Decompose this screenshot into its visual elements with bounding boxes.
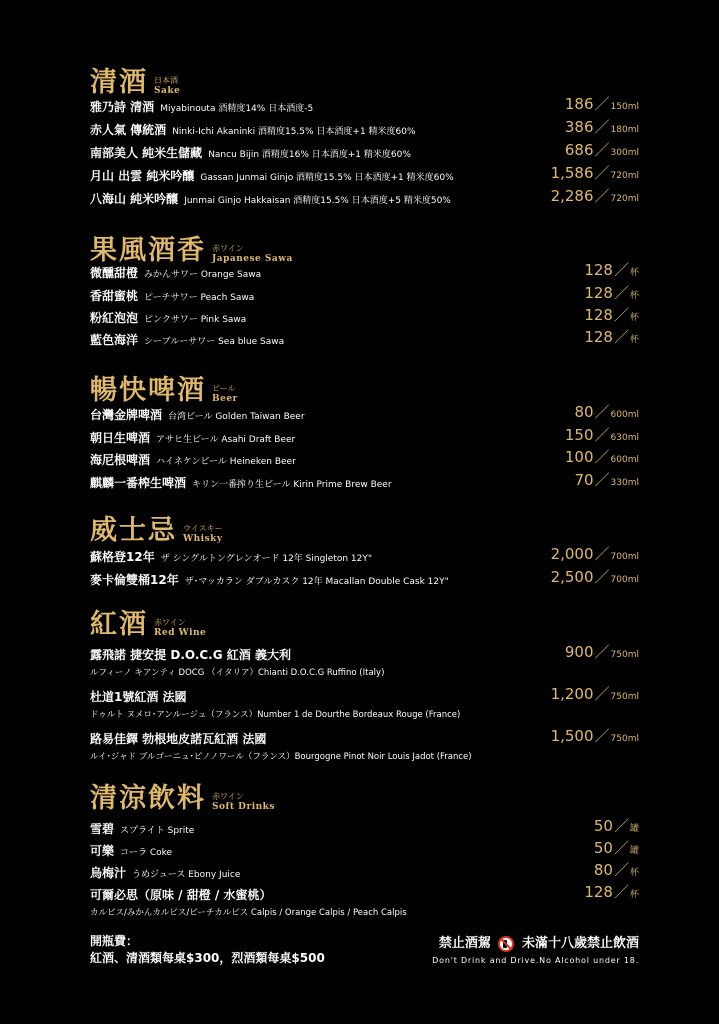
price-separator: ／ [594, 568, 610, 586]
section-header [90, 368, 238, 407]
price-amount: 186 [564, 95, 594, 113]
menu-item [90, 96, 639, 118]
section-subtitle [212, 384, 238, 405]
price-separator: ／ [613, 261, 629, 279]
item-description: シーブルーサワー Sea blue Sawa [144, 337, 285, 347]
price-separator: ／ [613, 883, 629, 901]
section-subtitle [183, 524, 223, 545]
section-english-label: Soft Drinks [212, 802, 275, 812]
item-price [565, 93, 639, 114]
section-english-label: Red Wine [154, 628, 207, 638]
item-description: コーラ Coke [120, 848, 173, 858]
section-subtitle [154, 618, 206, 639]
price-amount: 128 [584, 883, 613, 901]
item-price [565, 446, 639, 467]
section-japanese-label: ビール [212, 384, 236, 393]
price-amount: 80 [593, 861, 613, 879]
item-name: 海尼根啤酒 [90, 453, 151, 467]
menu-item [90, 329, 639, 351]
item-price [594, 815, 639, 836]
price-separator: ／ [594, 685, 610, 703]
menu-item [90, 569, 639, 591]
corkage-text: 紅酒、清酒類每桌$300，烈酒類每桌$500 [90, 951, 325, 965]
item-subline: ルフィーノ キアンティ DOCG （イタリア）Chianti D.O.C.G Ruffino (Italy) [90, 668, 385, 678]
item-description: Junmai Ginjo Hakkaisan 酒精度15.5% 日本酒度+5 精米度50% [184, 196, 451, 206]
no-drunk-driving-text: 禁止酒駕 [438, 936, 491, 951]
price-unit: 300ml [610, 148, 639, 158]
item-price [584, 259, 639, 280]
warning-english: Don't Drink and Drive.No Alcohol under 18. [432, 955, 639, 965]
price-unit: 罐 [629, 846, 639, 856]
section-subtitle [154, 76, 180, 97]
item-price [584, 326, 639, 347]
price-separator: ／ [594, 164, 610, 182]
price-unit: 700ml [610, 552, 639, 562]
item-name: 雪碧 [90, 822, 115, 836]
price-amount: 128 [584, 261, 613, 279]
price-unit: 杯 [629, 335, 639, 345]
price-amount: 80 [574, 403, 594, 421]
price-separator: ／ [594, 545, 610, 563]
menu-item [90, 188, 639, 210]
price-unit: 杯 [629, 268, 639, 278]
item-price [565, 424, 639, 445]
item-description: みかんサワー Orange Sawa [144, 270, 262, 280]
menu-item [90, 404, 639, 426]
menu-item [90, 165, 639, 187]
price-separator: ／ [613, 284, 629, 302]
item-name: 月山 出雲 純米吟釀 [90, 169, 195, 183]
price-amount: 100 [564, 448, 594, 466]
price-amount: 1,500 [550, 727, 594, 745]
item-name: 朝日生啤酒 [90, 431, 151, 445]
section-header [90, 60, 180, 99]
item-name: 台灣金牌啤酒 [90, 408, 163, 422]
menu-item [90, 818, 639, 840]
menu-item [90, 449, 639, 471]
price-amount: 2,286 [550, 187, 594, 205]
no-alcohol-under-18-text: 未滿十八歲禁止飲酒 [521, 936, 639, 951]
item-price [574, 401, 639, 422]
price-unit: 750ml [610, 734, 639, 744]
item-description: ピンクサワー Pink Sawa [144, 315, 247, 325]
price-separator: ／ [594, 448, 610, 466]
menu-item [90, 142, 639, 164]
price-unit: 700ml [610, 575, 639, 585]
drinking-warning [432, 932, 639, 965]
item-price [565, 139, 639, 160]
item-price [565, 116, 639, 137]
item-name: 南部美人 純米生儲藏 [90, 146, 203, 160]
section-japanese-label: 赤ワイン [212, 244, 244, 253]
menu-item [90, 685, 639, 720]
menu-item [90, 119, 639, 141]
item-price [551, 725, 639, 746]
section-header [90, 602, 206, 641]
menu-item [90, 840, 639, 862]
corkage-title: 開瓶費： [90, 934, 139, 948]
menu-item [90, 307, 639, 329]
price-unit: 180ml [610, 125, 639, 135]
item-price [551, 683, 639, 704]
menu-item [90, 285, 639, 307]
menu-item [90, 427, 639, 449]
item-subline: ドゥルト ヌメロ･アンルージュ（フランス）Number 1 de Dourthe Bordeaux Rouge (France) [90, 710, 461, 720]
section-japanese-label: 赤ワイン [212, 792, 244, 801]
price-amount: 128 [584, 328, 613, 346]
item-name: 粉紅泡泡 [90, 311, 139, 325]
item-description: ザ シングルトングレンオード 12年 Singleton 12Y" [160, 554, 373, 564]
section-title: 威士忌 [90, 515, 177, 546]
item-subline: ルイ･ジャド ブルゴーニュ･ピノノワール（フランス）Bourgogne Pinot Noir Louis Jadot (France) [90, 752, 472, 762]
price-amount: 2,500 [550, 568, 594, 586]
section-title: 暢快啤酒 [90, 375, 206, 406]
price-unit: 330ml [610, 478, 639, 488]
menu-item [90, 883, 639, 918]
item-name: 八海山 純米吟釀 [90, 192, 179, 206]
item-name: 可爾必思（原味 / 甜橙 / 水蜜桃） [90, 888, 272, 902]
price-separator: ／ [594, 727, 610, 745]
item-name: 赤人氣 傳統酒 [90, 123, 167, 137]
price-unit: 750ml [610, 692, 639, 702]
section-title: 紅酒 [90, 609, 148, 640]
price-separator: ／ [594, 118, 610, 136]
price-unit: 600ml [610, 410, 639, 420]
price-separator: ／ [613, 839, 629, 857]
item-price [551, 162, 639, 183]
item-description: ピーチサワー Peach Sawa [144, 293, 255, 303]
item-price [551, 566, 639, 587]
price-amount: 1,586 [550, 164, 594, 182]
item-price [584, 304, 639, 325]
section-japanese-label: 赤ワイン [154, 618, 186, 627]
price-unit: 600ml [610, 455, 639, 465]
menu-item [90, 862, 639, 884]
menu-item [90, 546, 639, 568]
item-description: Nancu Bijin 酒精度16% 日本酒度+1 精米度60% [208, 150, 411, 160]
item-name: 蘇格登12年 [90, 550, 155, 564]
item-name: 露飛諾 捷安提 D.O.C.G 紅酒 義大利 [90, 648, 291, 662]
section-english-label: Whisky [183, 534, 223, 544]
price-amount: 900 [564, 643, 594, 661]
price-unit: 150ml [610, 102, 639, 112]
price-unit: 杯 [629, 291, 639, 301]
section-japanese-label: 日本酒 [154, 76, 178, 85]
price-unit: 杯 [629, 868, 639, 878]
item-name: 可樂 [90, 844, 115, 858]
item-name: 路易佳鐸 勃根地皮諾瓦紅酒 法國 [90, 732, 267, 746]
price-amount: 50 [593, 839, 613, 857]
item-description: ハイネケンビール Heineken Beer [156, 457, 296, 467]
price-unit: 630ml [610, 433, 639, 443]
item-price [565, 641, 639, 662]
price-amount: 1,200 [550, 685, 594, 703]
section-subtitle [212, 792, 275, 813]
no-drinking-icon [498, 936, 514, 952]
price-unit: 罐 [629, 824, 639, 834]
item-price [594, 859, 639, 880]
price-separator: ／ [594, 187, 610, 205]
item-name: 烏梅汁 [90, 866, 127, 880]
corkage-fee [90, 933, 325, 967]
price-separator: ／ [613, 817, 629, 835]
item-price [594, 837, 639, 858]
item-description: 台湾ビール Golden Taiwan Beer [168, 412, 305, 422]
price-separator: ／ [594, 426, 610, 444]
price-separator: ／ [594, 643, 610, 661]
item-price [584, 282, 639, 303]
price-amount: 128 [584, 306, 613, 324]
item-name: 香甜蜜桃 [90, 289, 139, 303]
price-separator: ／ [594, 141, 610, 159]
price-separator: ／ [613, 861, 629, 879]
price-unit: 750ml [610, 650, 639, 660]
price-unit: 720ml [610, 194, 639, 204]
item-description: スプライト Sprite [120, 826, 195, 836]
menu-item [90, 727, 639, 762]
section-header [90, 508, 223, 547]
section-japanese-label: ウイスキー [183, 524, 223, 533]
menu-item [90, 472, 639, 494]
section-title: 果風酒香 [90, 235, 206, 266]
section-english-label: Japanese Sawa [212, 254, 293, 264]
section-title: 清酒 [90, 67, 148, 98]
item-description: ザ･マッカラン ダブルカスク 12年 Macallan Double Cask 12Y" [184, 577, 449, 587]
price-amount: 128 [584, 284, 613, 302]
price-separator: ／ [594, 95, 610, 113]
item-price [551, 543, 639, 564]
price-unit: 杯 [629, 890, 639, 900]
item-price [574, 469, 639, 490]
item-description: アサヒ生ビール Asahi Draft Beer [156, 435, 296, 445]
item-description: Ninki-Ichi Akaninki 酒精度15.5% 日本酒度+1 精米度60% [172, 127, 416, 137]
section-header [90, 776, 275, 815]
price-unit: 720ml [610, 171, 639, 181]
price-amount: 50 [593, 817, 613, 835]
item-name: 麥卡倫雙桶12年 [90, 573, 179, 587]
item-description: Miyabinouta 酒精度14% 日本酒度-5 [160, 104, 314, 114]
item-description: Gassan Junmai Ginjo 酒精度15.5% 日本酒度+1 精米度60% [200, 173, 454, 183]
price-amount: 686 [564, 141, 594, 159]
price-separator: ／ [613, 328, 629, 346]
item-name: 雅乃詩 清酒 [90, 100, 155, 114]
item-name: 微醺甜橙 [90, 266, 139, 280]
price-separator: ／ [594, 471, 610, 489]
price-amount: 150 [564, 426, 594, 444]
price-separator: ／ [613, 306, 629, 324]
section-title: 清涼飲料 [90, 783, 206, 814]
menu-item [90, 643, 639, 678]
item-subline: カルピス/みかんカルピス/ピーチカルピス Calpis / Orange Calpis / Peach Calpis [90, 908, 407, 918]
price-separator: ／ [594, 403, 610, 421]
section-english-label: Beer [212, 394, 238, 404]
item-price [551, 185, 639, 206]
price-amount: 2,000 [550, 545, 594, 563]
item-name: 藍色海洋 [90, 333, 139, 347]
item-description: キリン一番搾り生ビール Kirin Prime Brew Beer [192, 480, 392, 490]
item-name: 麒麟一番榨生啤酒 [90, 476, 187, 490]
section-english-label: Sake [154, 86, 181, 96]
price-unit: 杯 [629, 313, 639, 323]
item-description: うめジュース Ebony Juice [132, 870, 241, 880]
item-price [584, 881, 639, 902]
menu-item [90, 262, 639, 284]
price-amount: 386 [564, 118, 594, 136]
item-name: 杜道1號紅酒 法國 [90, 690, 187, 704]
price-amount: 70 [574, 471, 594, 489]
